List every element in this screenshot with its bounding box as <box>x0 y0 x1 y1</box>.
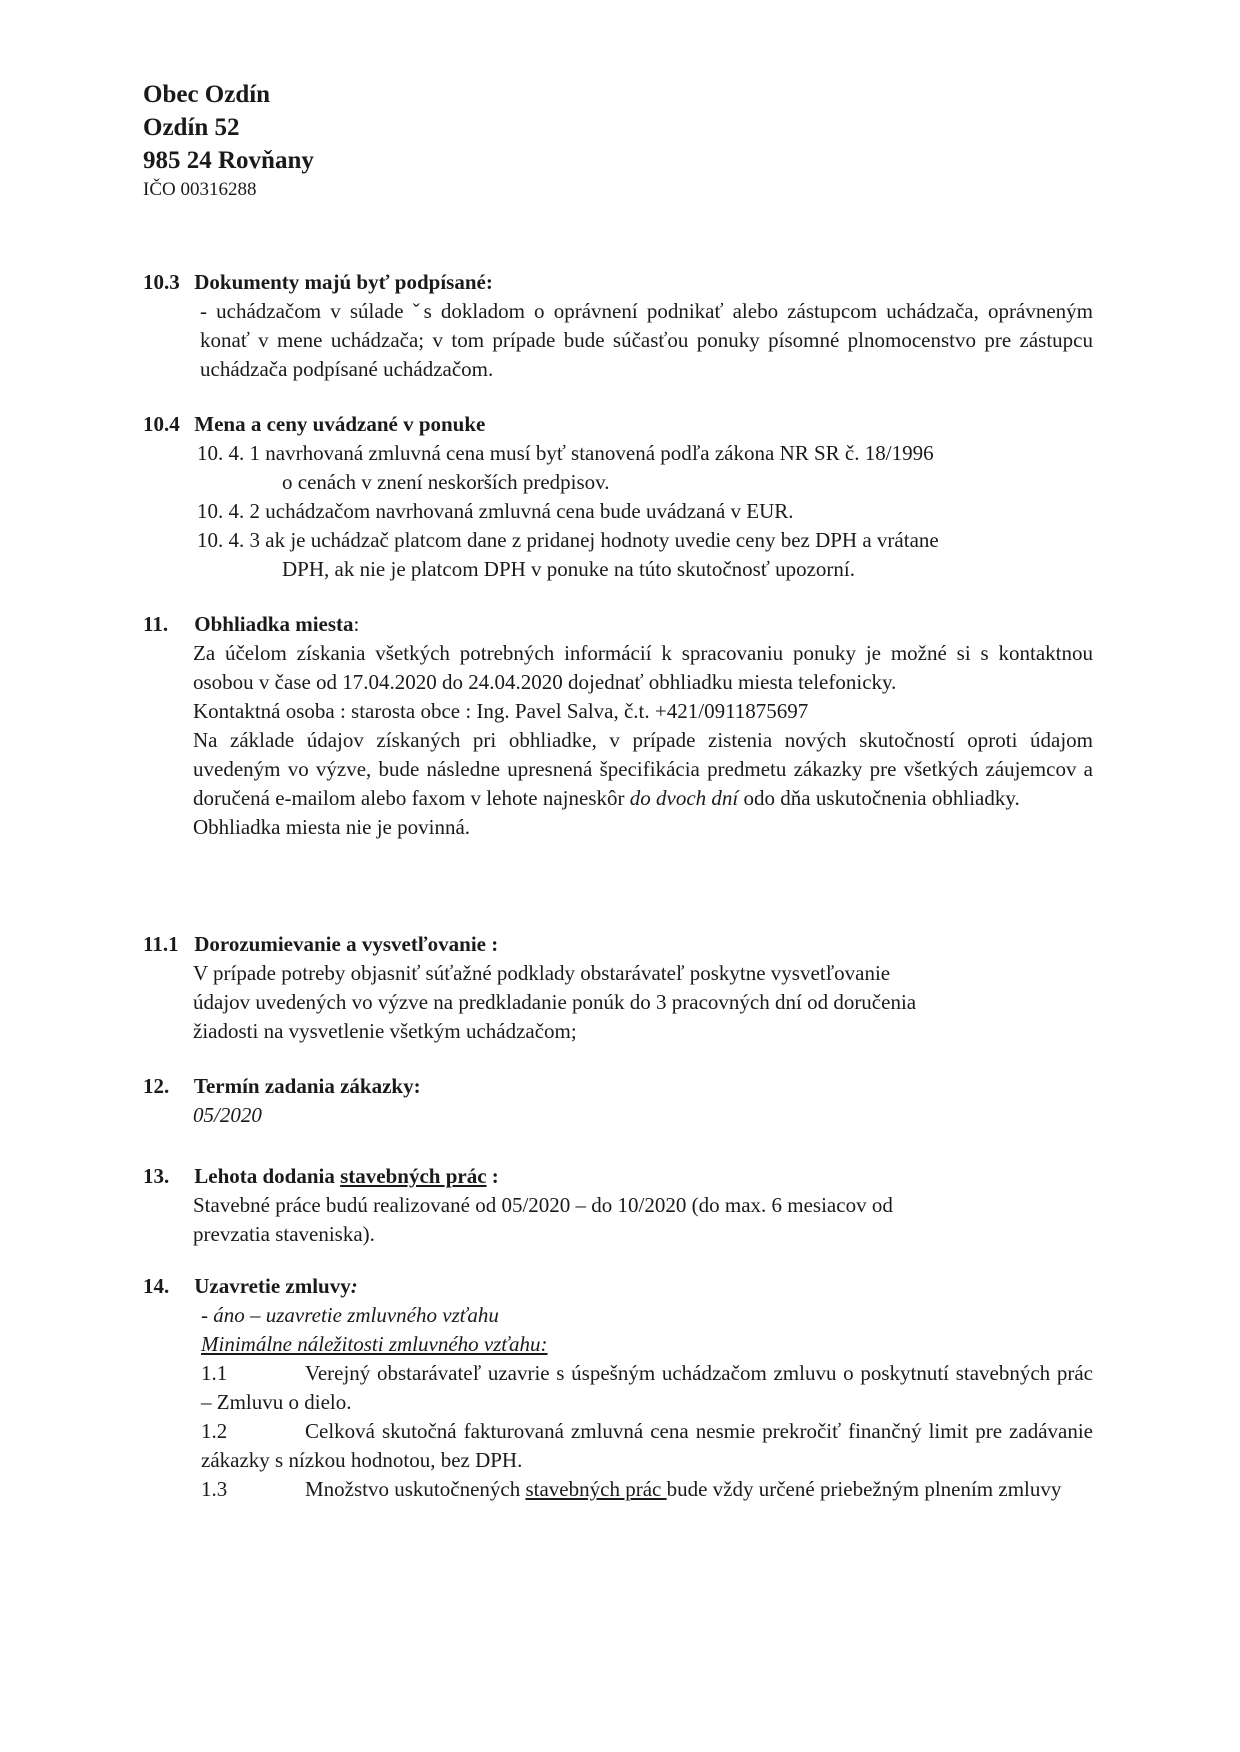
section-title: Termín zadania zákazky: <box>193 1074 421 1098</box>
section-number: 12. <box>143 1074 170 1098</box>
municipality-city: 985 24 Rovňany <box>143 147 314 174</box>
section-body <box>193 1191 1093 1249</box>
section-12 <box>143 1072 1093 1130</box>
section-heading <box>143 1272 1093 1301</box>
section-title-colon: : <box>353 612 360 636</box>
section-11-1 <box>143 930 1093 1046</box>
section-heading <box>143 1162 1093 1191</box>
contract-requirements-heading: Minimálne náležitosti zmluvného vzťahu: <box>201 1332 548 1356</box>
subitem-number: 10. 4. 1 <box>197 441 260 465</box>
section-heading <box>143 1072 1093 1101</box>
contract-item <box>201 1475 1093 1504</box>
subitem-text: navrhovaná zmluvná cena musí byť stanovená podľa zákona NR SR č. 18/1996 <box>265 441 934 465</box>
section-body: - uchádzačom v súlade ˇs dokladom o oprávnení podnikať alebo zástupcom uchádzača, oprávneným konať v mene uchádzača; v tom prípade bude súčasťou ponuky písomné plnomocenstvo pre zástupcu uchádzača podpísané uchádzačom. <box>200 299 1093 381</box>
section-title: Obhliadka miesta <box>194 612 354 636</box>
emphasis: do dvoch dní <box>629 786 739 810</box>
contract-answer: - áno – uzavretie zmluvného vzťahu <box>201 1303 499 1327</box>
contract-item <box>201 1417 1093 1475</box>
section-body <box>201 1301 1093 1504</box>
paragraph: Za účelom získania všetkých potrebných informácií k spracovaniu ponuky je možné si s kontaktnou osobou v čase od 17.04.2020 do 24.04.2020 dojednať obhliadku miesta telefonicky. <box>193 641 1093 694</box>
body-line: Stavebné práce budú realizované od 05/2020 – do 10/2020 (do max. 6 mesiacov od <box>193 1193 893 1217</box>
body-line: prevzatia staveniska). <box>193 1222 375 1246</box>
contract-item-text: Množstvo uskutočnených <box>305 1477 521 1501</box>
section-number: 11.1 <box>143 932 179 956</box>
contact-person: Kontaktná osoba : starosta obce : Ing. Pavel Salva, č.t. +421/0911875697 <box>193 699 809 723</box>
section-14 <box>143 1272 1093 1504</box>
paragraph: Obhliadka miesta nie je povinná. <box>193 815 471 839</box>
body-line: V prípade potreby objasniť súťažné podklady obstarávateľ poskytne vysvetľovanie <box>193 961 891 985</box>
paragraph-text: Na základe údajov získaných pri obhliadke, v prípade zistenia nových skutočností oproti údajom uvedeným vo výzve, bude následne upresnená špecifikácia predmetu zákazky pre všetkých záujemcov a doručená e-mailom alebo faxom v lehote najneskôr <box>193 728 1093 810</box>
section-title-colon: : <box>350 1274 358 1298</box>
subitem <box>197 526 1093 584</box>
contract-item-number: 1.3 <box>201 1477 228 1501</box>
order-date-value: 05/2020 <box>193 1103 262 1127</box>
subitem <box>197 439 1093 497</box>
body-line: žiadosti na vysvetlenie všetkým uchádzačom; <box>193 1019 577 1043</box>
section-10-3 <box>143 268 1093 384</box>
subitem-number: 10. 4. 2 <box>197 499 260 523</box>
section-heading <box>143 610 1093 639</box>
section-heading <box>143 410 1093 439</box>
section-title: Mena a ceny uvádzané v ponuke <box>194 412 486 436</box>
section-title-underlined: stavebných prác <box>340 1164 487 1188</box>
subitem-continuation: DPH, ak nie je platcom DPH v ponuke na túto skutočnosť upozorní. <box>282 557 855 581</box>
paragraph <box>193 726 1093 813</box>
section-body <box>193 959 1093 1046</box>
section-heading <box>143 930 1093 959</box>
section-title: Uzavretie zmluvy <box>194 1274 351 1298</box>
municipality-name: Obec Ozdín <box>143 81 271 108</box>
section-number: 10.3 <box>143 270 180 294</box>
section-heading <box>143 268 1093 297</box>
section-body <box>193 639 1093 842</box>
section-title-end: : <box>486 1164 499 1188</box>
municipality-street: Ozdín 52 <box>143 114 240 141</box>
section-10-4 <box>143 410 1093 584</box>
section-title: Lehota dodania <box>194 1164 335 1188</box>
section-title: Dorozumievanie a vysvetľovanie : <box>194 932 499 956</box>
section-13 <box>143 1162 1093 1249</box>
contract-item-text: Verejný obstarávateľ uzavrie s úspešným uchádzačom zmluvu o poskytnutí stavebných prác – Zmluvu o dielo. <box>201 1361 1093 1414</box>
section-number: 11. <box>143 612 169 636</box>
section-number: 13. <box>143 1164 170 1188</box>
subitem-continuation: o cenách v znení neskorších predpisov. <box>282 470 610 494</box>
subitem-number: 10. 4. 3 <box>197 528 260 552</box>
contract-item-number: 1.2 <box>201 1419 228 1443</box>
section-title: Dokumenty majú byť podpísané: <box>194 270 493 294</box>
subitem-text: ak je uchádzač platcom dane z pridanej hodnoty uvedie ceny bez DPH a vrátane <box>265 528 939 552</box>
section-number: 14. <box>143 1274 170 1298</box>
municipality-ico: IČO 00316288 <box>143 179 257 200</box>
contract-item-text: Celková skutočná fakturovaná zmluvná cena nesmie prekročiť finančný limit pre zadávanie zákazky s nízkou hodnotou, bez DPH. <box>201 1419 1093 1472</box>
contract-item-underlined: stavebných prác <box>525 1477 667 1501</box>
contract-item <box>201 1359 1093 1417</box>
subitem-list <box>197 439 1093 584</box>
letterhead <box>143 78 314 203</box>
contract-item-text: bude vždy určené priebežným plnením zmluvy <box>666 1477 1062 1501</box>
paragraph-text: odo dňa uskutočnenia obhliadky. <box>743 786 1020 810</box>
contract-item-number: 1.1 <box>201 1361 228 1385</box>
body-line: údajov uvedených vo výzve na predkladanie ponúk do 3 pracovných dní od doručenia <box>193 990 917 1014</box>
section-11 <box>143 610 1093 842</box>
subitem <box>197 497 1093 526</box>
section-number: 10.4 <box>143 412 180 436</box>
subitem-text: uchádzačom navrhovaná zmluvná cena bude uvádzaná v EUR. <box>265 499 794 523</box>
